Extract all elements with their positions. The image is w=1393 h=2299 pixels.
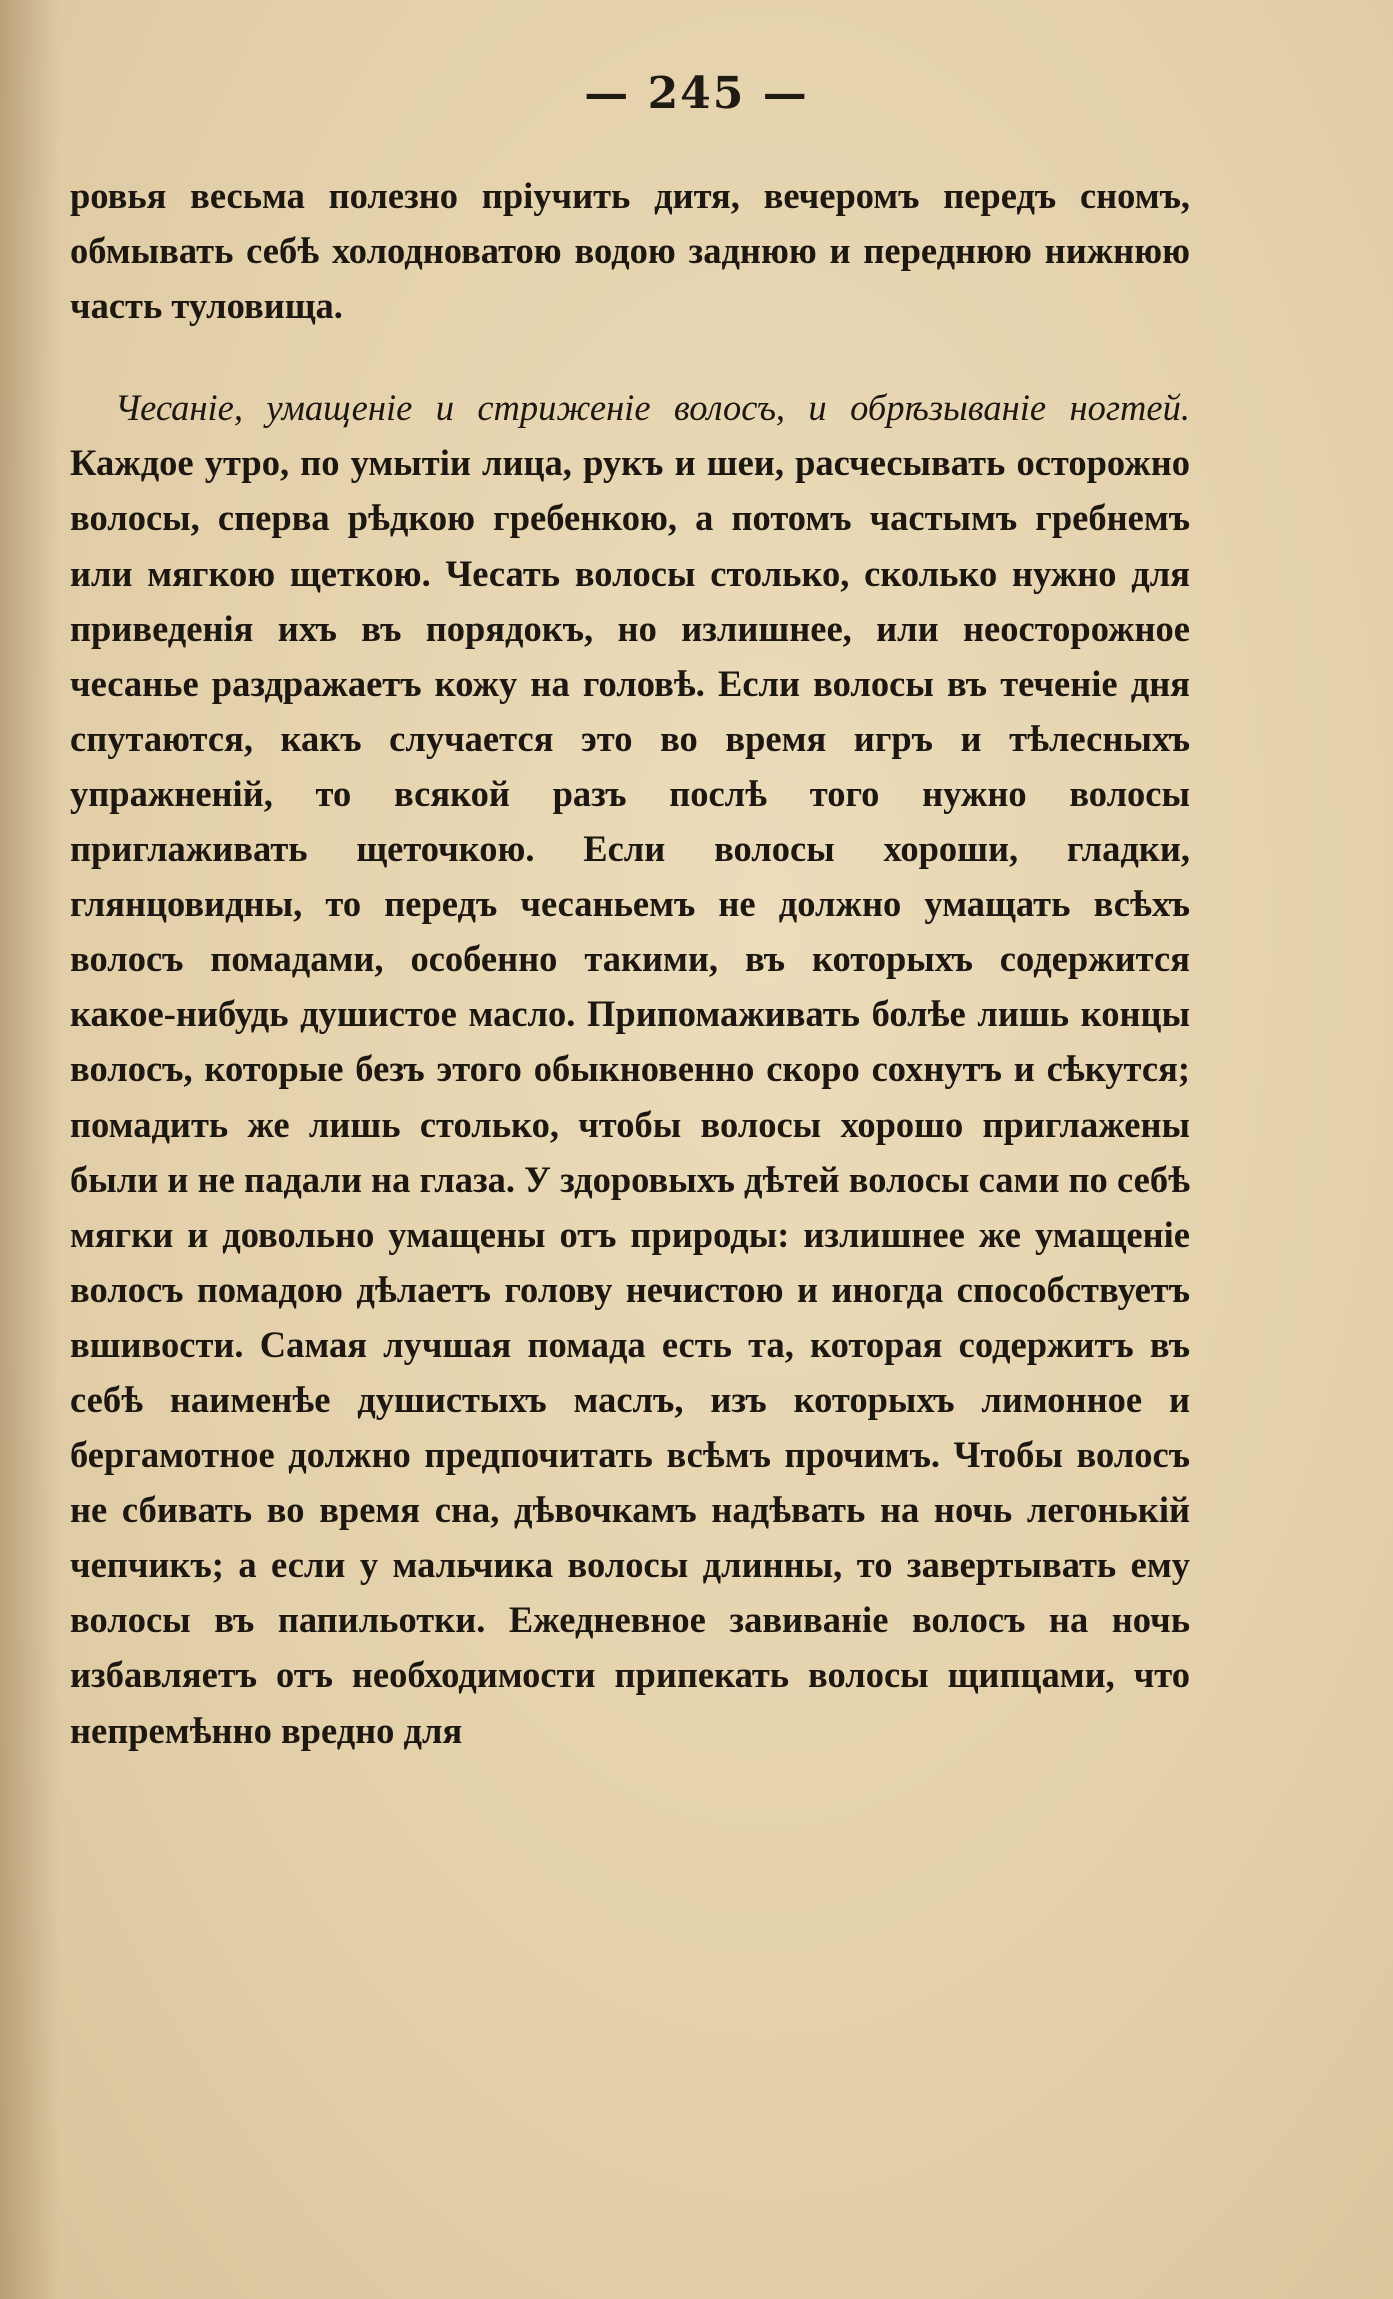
- paragraph-2-body: Каждое утро, по умытіи лица, рукъ и шеи, расчесывать осторожно волосы, сперва рѣдкою гребенкою, а потомъ частымъ гребнемъ или мягкою щеткою. Чесать волосы столько, сколько нужно для приведенія ихъ въ порядокъ, но излишнее, или неосторожное чесанье раздражаетъ кожу на головѣ. Если волосы въ теченіе дня спутаются, какъ случается это во время игръ и тѣлесныхъ упражненій, то всякой разъ послѣ того нужно волосы приглаживать щеточкою. Если волосы хороши, гладки, глянцовидны, то передъ чесаньемъ не должно умащать всѣхъ волосъ помадами, особенно такими, въ которыхъ содержится какое-нибудь душистое масло. Припомаживать болѣе лишь концы волосъ, которые безъ этого обыкновенно скоро сохнутъ и сѣкутся; помадить же лишь столько, чтобы волосы хорошо приглажены были и не падали на глаза. У здоровыхъ дѣтей волосы сами по себѣ мягки и довольно умащены отъ природы: излишнее же умащеніе волосъ помадою дѣлаетъ голову нечистою и иногда способствуетъ вшивости. Самая лучшая помада есть та, которая содержитъ въ себѣ наименѣе душистыхъ маслъ, изъ которыхъ лимонное и бергамотное должно предпочитать всѣмъ прочимъ. Чтобы волосъ не сбивать во время сна, дѣвочкамъ надѣвать на ночь легонькій чепчикъ; а если у мальчика волосы длинны, то завертывать ему волосы въ папильотки. Ежедневное завиваніе волосъ на ночь избавляетъ отъ необходимости припекать волосы щипцами, что непремѣнно вредно для: [70, 442, 1190, 1751]
- page-text: [70, 168, 1190, 1758]
- spine-shadow: [0, 0, 60, 2299]
- paragraph-2: [70, 380, 1190, 1757]
- section-heading: Чесаніе, умащеніе и стриженіе волосъ, и обрѣзываніе ногтей.: [115, 387, 1190, 429]
- paragraph-spacer: [70, 333, 1190, 380]
- paragraph-1: ровья весьма полезно пріучить дитя, вечеромъ передъ сномъ, обмывать себѣ холодноватою водою заднюю и переднюю нижнюю часть туловища.: [70, 175, 1190, 327]
- page-number: — 245 —: [584, 68, 809, 119]
